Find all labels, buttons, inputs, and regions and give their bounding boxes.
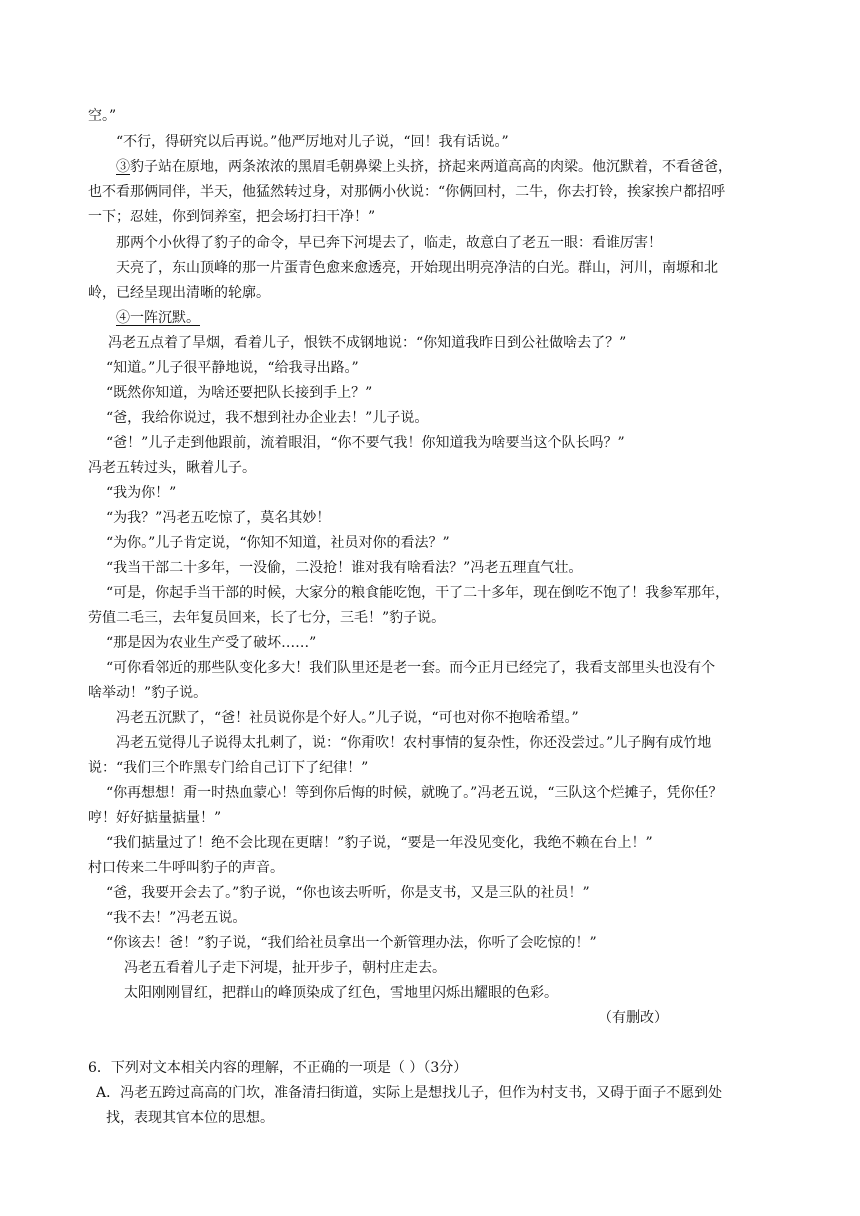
text-line: “你再想想！甭一时热血蒙心！等到你后悔的时候，就晚了。”冯老五说，“三队这个烂摊子，凭你任？ [106,785,723,801]
paragraph-marker: ③ [116,159,130,175]
text-line: 冯老五点着了旱烟，看着儿子，恨铁不成钢地说：“你知道我昨日到公社做啥去了？” [108,335,627,351]
text-line: “爸，我给你说过，我不想到社办企业去！”儿子说。 [106,410,429,426]
text-line: “爸，我要开会去了。”豹子说，“你也该去听听，你是支书，又是三队的社员！” [106,885,590,901]
question-stem: 6．下列对文本相关内容的理解，不正确的一项是（ ）（3分） [88,1060,468,1076]
text-line: “为我？”冯老五吃惊了，莫名其妙！ [106,510,331,526]
text-line: 啥举动！”豹子说。 [88,685,208,701]
text-line: 哼！好好掂量掂量！” [88,810,222,826]
paragraph-3-first-line [116,158,806,176]
text-line: “我当干部二十多年，一没偷，二没抢！谁对我有啥看法？”冯老五理直气壮。 [106,560,583,576]
text-line: 天亮了，东山顶峰的那一片蛋青色愈来愈透亮，开始现出明亮净洁的白光。群山，河川，南塬和北 [116,260,718,276]
underlined-sentence: 豹子站在原地，两条浓浓的黑眉毛朝鼻梁上头挤，挤起来两道高高的肉梁。他沉默着，不看爸爸， [130,159,732,175]
text-line: 冯老五转过头，瞅着儿子。 [88,460,256,476]
text-line: 一下；忍娃，你到饲养室，把会场打扫干净！” [88,209,376,225]
text-line: “我们掂量过了！绝不会比现在更瞎！”豹子说，“要是一年没见变化，我绝不赖在台上！” [106,835,653,851]
text-line: 空。” [88,108,117,124]
source-note: （有删改） [598,1010,668,1026]
text-line: 太阳刚刚冒红，把群山的峰顶染成了红色，雪地里闪烁出耀眼的色彩。 [124,985,558,1001]
text-line: 岭，已经呈现出清晰的轮廓。 [88,285,270,301]
text-line: “那是因为农业生产受了破坏……” [106,635,317,651]
text-line: “可是，你起手当干部的时候，大家分的粮食能吃饱，干了二十多年，现在倒吃不饱了！我参军那年， [106,585,730,601]
text-line: 那两个小伙得了豹子的命令，早已奔下河堤去了，临走，故意白了老五一眼：看谁厉害！ [116,235,662,251]
text-line: 冯老五沉默了，“爸！社员说你是个好人。”儿子说，“可也对你不抱啥希望。” [116,710,579,726]
text-line: 村口传来二牛呼叫豹子的声音。 [88,860,284,876]
text-line: “知道。”儿子很平静地说，“给我寻出路。” [106,360,359,376]
text-line: “你该去！爸！”豹子说，“我们给社员拿出一个新管理办法，你听了会吃惊的！” [106,935,597,951]
text-line: “不行，得研究以后再说。”他严厉地对儿子说，“回！我有话说。” [116,134,509,150]
paragraph-4-heading [116,309,806,327]
option-a-line: 找，表现其官本位的思想。 [106,1110,274,1126]
text-line: “爸！”儿子走到他跟前，流着眼泪，“你不要气我！你知道我为啥要当这个队长吗？” [106,435,625,451]
text-line: “既然你知道，为啥还要把队长接到手上？” [106,385,373,401]
underlined-sentence: 一阵沉默。 [130,310,200,326]
text-line: 也不看那俩同伴，半天，他猛然转过身，对那俩小伙说：“你俩回村，二牛，你去打铃，挨家挨户都招呼 [88,184,726,200]
text-line: “可你看邻近的那些队变化多大！我们队里还是老一套。而今正月已经完了，我看支部里头也没有个 [106,660,716,676]
text-line: “我不去！”冯老五说。 [106,910,247,926]
text-line: 冯老五看着儿子走下河堤，扯开步子，朝村庄走去。 [124,960,446,976]
text-line: 说：“我们三个昨黑专门给自己订下了纪律！” [88,760,369,776]
option-a-line: A．冯老五跨过高高的门坎，准备清扫街道，实际上是想找儿子，但作为村支书，又碍于面子不愿到处 [96,1085,723,1101]
paragraph-marker: ④ [116,310,130,326]
text-line: “我为你！” [106,485,177,501]
text-line: “为你。”儿子肯定说，“你知不知道，社员对你的看法？” [106,535,450,551]
text-line: 冯老五觉得儿子说得太扎刺了，说：“你甭吹！农村事情的复杂性，你还没尝过。”儿子胸有成竹地 [116,735,712,751]
text-line: 劳值二毛三，去年复员回来，长了七分，三毛！”豹子说。 [88,610,446,626]
